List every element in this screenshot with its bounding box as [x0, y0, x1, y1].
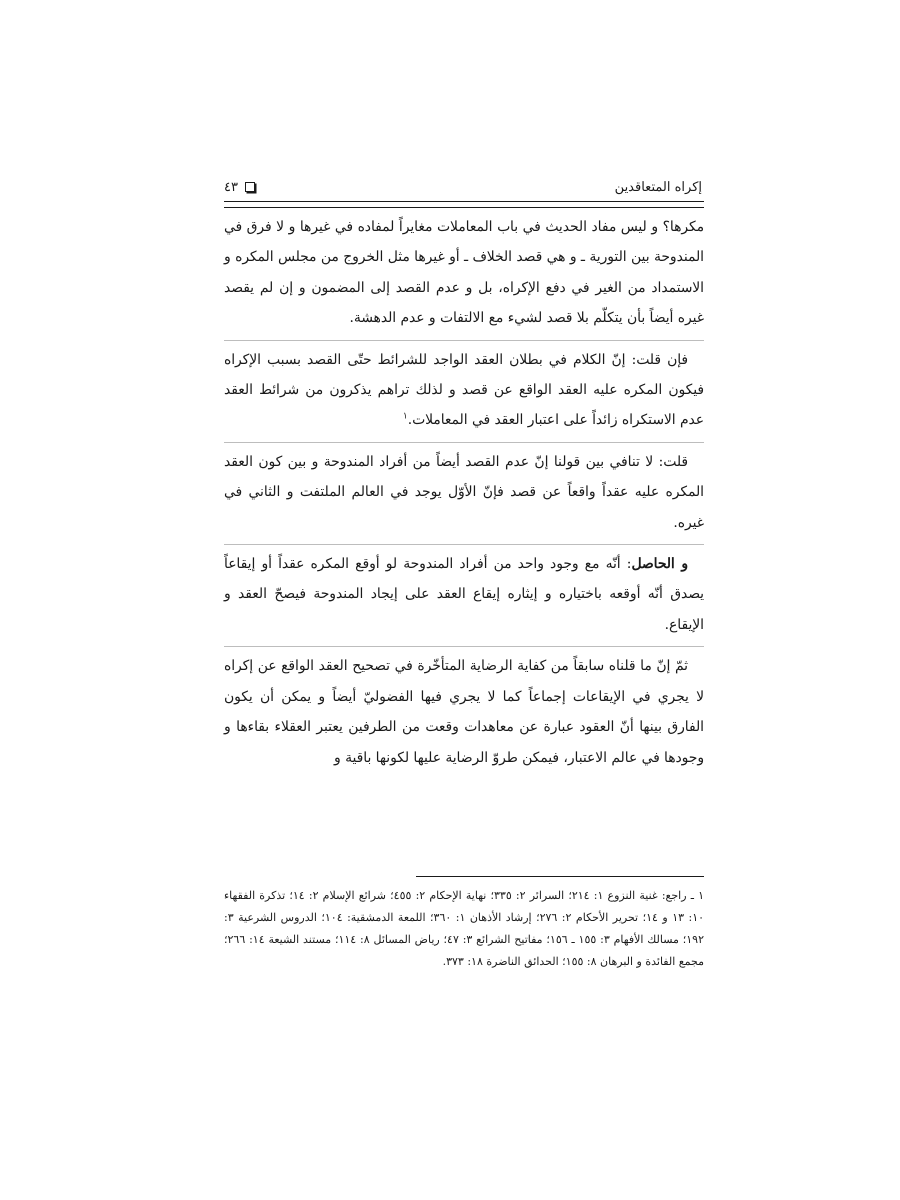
page-number-group	[224, 180, 255, 195]
page-number: ٤٣	[224, 179, 238, 195]
paragraph-1: مكرها؟ و ليس مفاد الحديث في باب المعاملات مغايراً لمفاده في غيرها و لا فرق في المندوحة بين التورية ـ و هي قصد الخلاف ـ أو غيرها مثل الخروج من مجلس المكره و الاستمداد من الغير في دفع الإكراه، بل و عدم القصد إلى المضمون و إن لم يقصد غيره أيضاً بأن يتكلّم بلا قصد لشيء مع الالتفات و عدم الدهشة.	[224, 212, 704, 341]
paragraph-4-bold-term: و الحاصل	[631, 556, 688, 573]
paragraph-5: ثمّ إنّ ما قلناه سابقاً من كفاية الرضاية المتأخّرة في تصحيح العقد الواقع عن إكراه لا يجري في الإيقاعات إجماعاً كما لا يجري فيها الفضوليّ أيضاً و يمكن أن يكون الفارق بينها أنّ العقود عبارة عن معاهدات وقعت من الطرفين يعتبر العقلاء بقاءها و وجودها في عالم الاعتبار، فيمكن طروّ الرضاية عليها لكونها باقية و	[224, 658, 704, 766]
header-double-rule	[224, 201, 704, 208]
footnote: ١ ـ راجع: غنية النزوع ١: ٢١٤؛ السرائر ٢: ٣٣٥؛ نهاية الإحكام ٢: ٤٥٥؛ شرائع الإسلام ٢: ١٤؛ تذكرة الفقهاء ١٠: ١٣ و ١٤؛ تحرير الأحكام ٢: ٢٧٦؛ إرشاد الأذهان ١: ٣٦٠؛ اللمعة الدمشقية: ١٠٤؛ الدروس الشرعية ٣: ١٩٢؛ مسالك الأفهام ٣: ١٥٥ ـ ١٥٦؛ مفاتيح الشرائع ٣: ٤٧؛ رياض المسائل ٨: ١١٤؛ مستند الشيعة ١٤: ٢٦٦؛ مجمع الفائدة و البرهان ٨: ١٥٥؛ الحدائق الناضرة ١٨: ٣٧٣.	[224, 889, 705, 968]
paragraph-2	[224, 341, 704, 443]
footnote-marker: ١	[402, 411, 408, 422]
paragraph-4	[224, 545, 704, 647]
footnote-separator	[416, 876, 704, 877]
square-bullet-icon	[245, 182, 255, 192]
main-text	[224, 212, 704, 773]
running-title: إكراه المتعاقدين	[614, 179, 702, 195]
running-header	[224, 176, 702, 198]
paragraph-4-text: : أنّه مع وجود واحد من أفراد المندوحة لو أوقع المكره عقداً أو إيقاعاً يصدق أنّه أوقعه باختياره و إيثاره إيقاع العقد على إيجاد المندوحة فيصحّ العقد و الإيقاع.	[224, 556, 704, 633]
paragraph-2-text: فإن قلت: إنّ الكلام في بطلان العقد الواجد للشرائط حتّى القصد بسبب الإكراه فيكون المكره عليه العقد الواقع عن قصد و لذلك تراهم يذكرون من شرائط العقد عدم الاستكراه زائداً على اعتبار العقد في المعاملات.	[224, 351, 704, 429]
paragraph-3: قلت: لا تنافي بين قولنا إنّ عدم القصد أيضاً من أفراد المندوحة و بين كون العقد المكره عليه عقداً واقعاً عن قصد فإنّ الأوّل يوجد في العالم الملتفت و الثاني في غيره.	[224, 443, 704, 545]
